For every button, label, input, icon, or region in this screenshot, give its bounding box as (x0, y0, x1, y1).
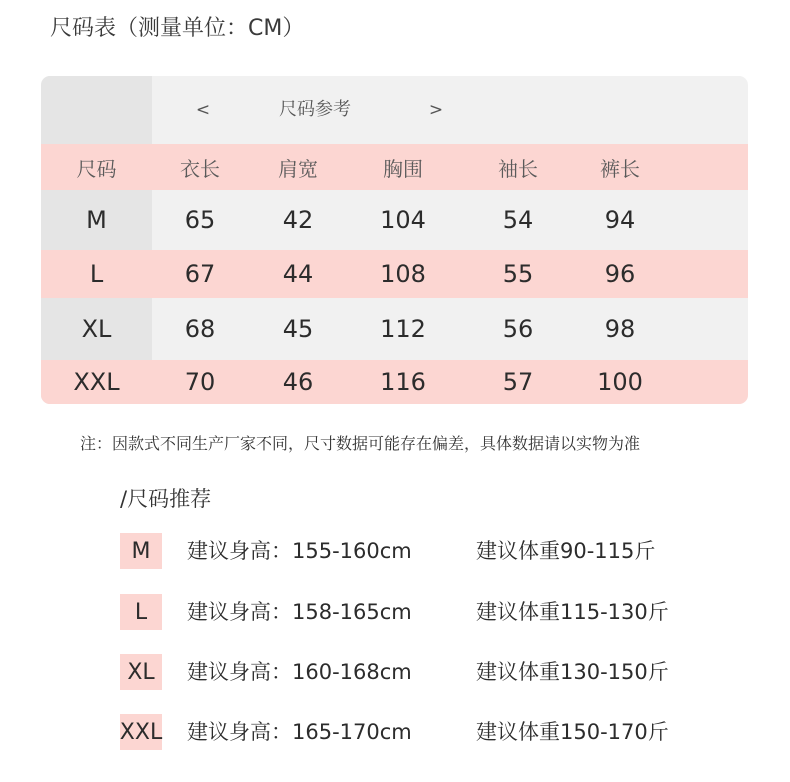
header-length: 衣长 (180, 156, 220, 181)
table-cell: 65 (184, 206, 216, 234)
size-cell: XL (81, 315, 112, 343)
table-cell: 94 (604, 206, 636, 234)
size-badge: L (120, 594, 162, 630)
recommend-weight: 建议体重90-115斤 (476, 539, 656, 563)
table-row (41, 360, 748, 404)
table-cell: 54 (502, 206, 534, 234)
table-cell: 44 (282, 260, 314, 288)
table-cell: 104 (380, 206, 426, 234)
size-badge: M (120, 533, 162, 569)
recommend-row (120, 533, 760, 569)
size-reference-label: 尺码参考 (279, 99, 351, 120)
header-sleeve: 袖长 (498, 156, 538, 181)
table-cell: 116 (380, 368, 426, 396)
page-title: 尺码表（测量单位：CM） (50, 16, 305, 41)
table-row (41, 190, 748, 250)
header-shoulder: 肩宽 (278, 156, 318, 181)
recommend-height: 建议身高：155-160cm (187, 539, 412, 563)
table-header-row (41, 144, 748, 190)
recommend-weight: 建议体重150-170斤 (476, 720, 669, 744)
size-cell: XXL (73, 368, 120, 396)
recommend-title: /尺码推荐 (120, 487, 212, 511)
table-cell: 100 (597, 368, 643, 396)
recommend-weight: 建议体重115-130斤 (476, 600, 669, 624)
recommend-row (120, 654, 760, 690)
header-size: 尺码 (76, 156, 117, 181)
recommend-height: 建议身高：160-168cm (187, 660, 412, 684)
table-cell: 67 (184, 260, 216, 288)
table-cell: 42 (282, 206, 314, 234)
table-cell: 68 (184, 315, 216, 343)
next-arrow-button[interactable]: > (428, 100, 444, 120)
table-cell: 96 (604, 260, 636, 288)
size-badge: XL (120, 654, 162, 690)
size-cell: M (86, 206, 107, 234)
recommend-height: 建议身高：158-165cm (187, 600, 412, 624)
recommend-row (120, 594, 760, 630)
recommend-height: 建议身高：165-170cm (187, 720, 412, 744)
table-row (41, 250, 748, 298)
disclaimer-note: 注：因款式不同生产厂家不同，尺寸数据可能存在偏差，具体数据请以实物为准 (80, 434, 641, 453)
table-cell: 56 (502, 315, 534, 343)
table-cell: 70 (184, 368, 216, 396)
table-cell: 46 (282, 368, 314, 396)
table-cell: 57 (502, 368, 534, 396)
table-cell: 98 (604, 315, 636, 343)
table-row (41, 298, 748, 360)
header-chest: 胸围 (383, 156, 423, 181)
size-table (41, 76, 748, 404)
size-cell: L (89, 260, 104, 288)
table-cell: 112 (380, 315, 426, 343)
size-nav-bar (41, 76, 748, 144)
size-badge: XXL (120, 714, 162, 750)
header-pants: 裤长 (600, 156, 640, 181)
table-cell: 45 (282, 315, 314, 343)
prev-arrow-button[interactable]: < (195, 100, 211, 120)
table-cell: 108 (380, 260, 426, 288)
recommend-weight: 建议体重130-150斤 (476, 660, 669, 684)
recommend-row (120, 714, 760, 750)
table-cell: 55 (502, 260, 534, 288)
